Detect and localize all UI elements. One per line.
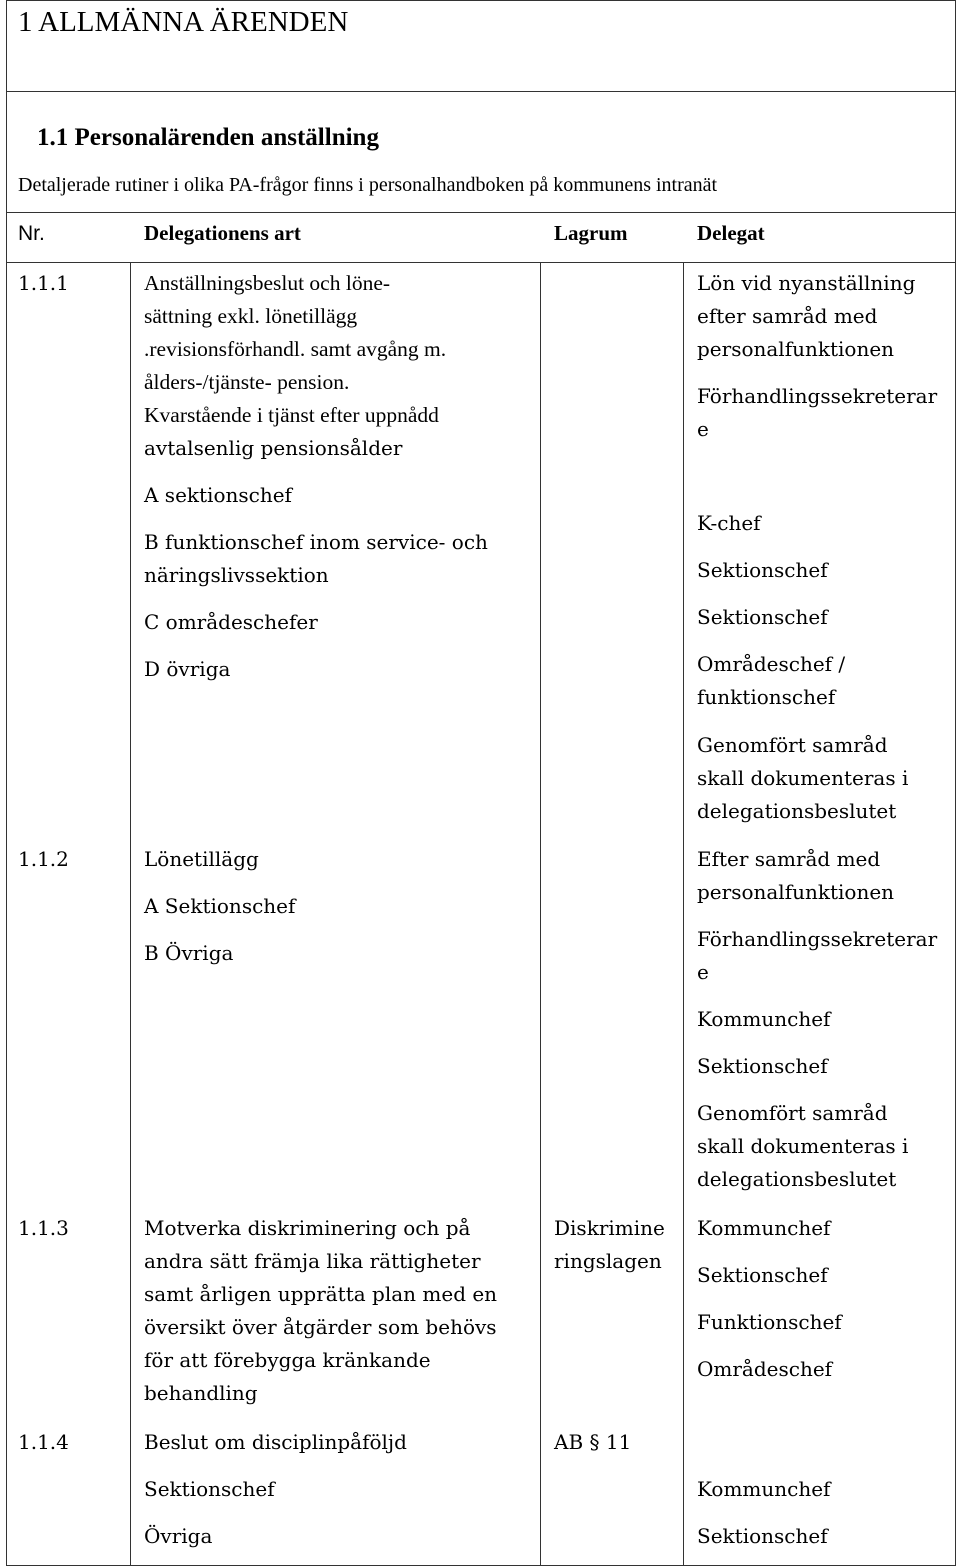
row-delegat-line: Efter samråd med: [697, 847, 881, 871]
rule-title: [6, 91, 956, 92]
row-delegat-line: Områdeschef /: [697, 652, 846, 676]
col-header-lagrum: Lagrum: [554, 221, 628, 245]
row-art-line: för att förebygga kränkande: [144, 1348, 431, 1372]
row-delegat-line: funktionschef: [697, 685, 836, 709]
row-art-line: Beslut om disciplinpåföljd: [144, 1430, 407, 1454]
row-art-line: Kvarstående i tjänst efter uppnådd: [144, 403, 439, 427]
rule-header: [6, 262, 956, 263]
row-art-line: näringslivssektion: [144, 563, 329, 587]
row-lagrum-line: AB § 11: [554, 1430, 632, 1454]
row-delegat-line: Områdeschef: [697, 1357, 833, 1381]
row-art-line: B Övriga: [144, 941, 234, 965]
row-lagrum-line: ringslagen: [554, 1249, 662, 1273]
row-nr: 1.1.2: [18, 847, 69, 871]
row-delegat-line: skall dokumenteras i: [697, 766, 909, 790]
row-art-line: behandling: [144, 1381, 258, 1405]
rule-col-title-right: [955, 0, 956, 91]
row-art-line: A sektionschef: [144, 483, 292, 507]
row-art-line: Anställningsbeslut och löne-: [144, 271, 391, 295]
row-delegat-line: delegationsbeslutet: [697, 799, 897, 823]
row-delegat-line: K-chef: [697, 511, 761, 535]
rule-intro: [6, 212, 956, 213]
rule-col-1: [130, 262, 131, 1566]
row-delegat-line: Sektionschef: [697, 1263, 828, 1287]
row-delegat-line: Genomfört samråd: [697, 1101, 888, 1125]
row-delegat-line: efter samråd med: [697, 304, 878, 328]
row-lagrum-line: Diskrimine: [554, 1216, 665, 1240]
row-art-line: samt årligen upprätta plan med en: [144, 1282, 498, 1306]
row-art-line: C områdeschefer: [144, 610, 318, 634]
row-delegat-line: skall dokumenteras i: [697, 1134, 909, 1158]
col-header-delegat: Delegat: [697, 221, 765, 245]
row-art-line: ålders-/tjänste- pension.: [144, 370, 350, 394]
rule-top: [6, 0, 956, 1]
page-title: 1 ALLMÄNNA ÄRENDEN: [18, 6, 349, 38]
row-art-line: Övriga: [144, 1524, 213, 1548]
row-nr: 1.1.3: [18, 1216, 69, 1240]
row-delegat-line: e: [697, 960, 709, 984]
row-delegat-line: e: [697, 417, 709, 441]
row-delegat-line: personalfunktionen: [697, 337, 895, 361]
row-art-line: översikt över åtgärder som behövs: [144, 1315, 497, 1339]
row-art-line: A Sektionschef: [144, 894, 296, 918]
row-delegat-line: Funktionschef: [697, 1310, 842, 1334]
row-delegat-line: Förhandlingssekreterar: [697, 927, 938, 951]
row-delegat-line: Kommunchef: [697, 1477, 831, 1501]
section-intro: Detaljerade rutiner i olika PA-frågor finns i personalhandboken på kommunens intranät: [18, 174, 718, 196]
row-art-line: sättning exkl. lönetillägg: [144, 304, 358, 328]
row-art-line: Motverka diskriminering och på: [144, 1216, 471, 1240]
row-delegat-line: Kommunchef: [697, 1007, 831, 1031]
row-delegat-line: personalfunktionen: [697, 880, 895, 904]
row-nr: 1.1.1: [18, 271, 69, 295]
row-art-line: .revisionsförhandl. samt avgång m.: [144, 337, 447, 361]
row-delegat-line: Genomfört samråd: [697, 733, 888, 757]
row-delegat-line: Sektionschef: [697, 1054, 828, 1078]
row-delegat-line: Sektionschef: [697, 1524, 828, 1548]
row-art-line: D övriga: [144, 657, 231, 681]
section-heading: 1.1 Personalärenden anställning: [37, 124, 379, 151]
rule-col-2: [540, 262, 541, 1566]
row-art-line: B funktionschef inom service- och: [144, 530, 488, 554]
row-delegat-line: Lön vid nyanställning: [697, 271, 916, 295]
row-delegat-line: Kommunchef: [697, 1216, 831, 1240]
row-delegat-line: Förhandlingssekreterar: [697, 384, 938, 408]
row-art-line: avtalsenlig pensionsålder: [144, 436, 403, 460]
row-art-line: Sektionschef: [144, 1477, 275, 1501]
row-delegat-line: Sektionschef: [697, 605, 828, 629]
rule-col-3: [683, 262, 684, 1566]
row-nr: 1.1.4: [18, 1430, 69, 1454]
row-art-line: andra sätt främja lika rättigheter: [144, 1249, 481, 1273]
row-delegat-line: delegationsbeslutet: [697, 1167, 897, 1191]
row-art-line: Lönetillägg: [144, 847, 259, 871]
row-delegat-line: Sektionschef: [697, 558, 828, 582]
col-header-art: Delegationens art: [144, 221, 301, 245]
col-header-nr: Nr.: [18, 222, 45, 245]
